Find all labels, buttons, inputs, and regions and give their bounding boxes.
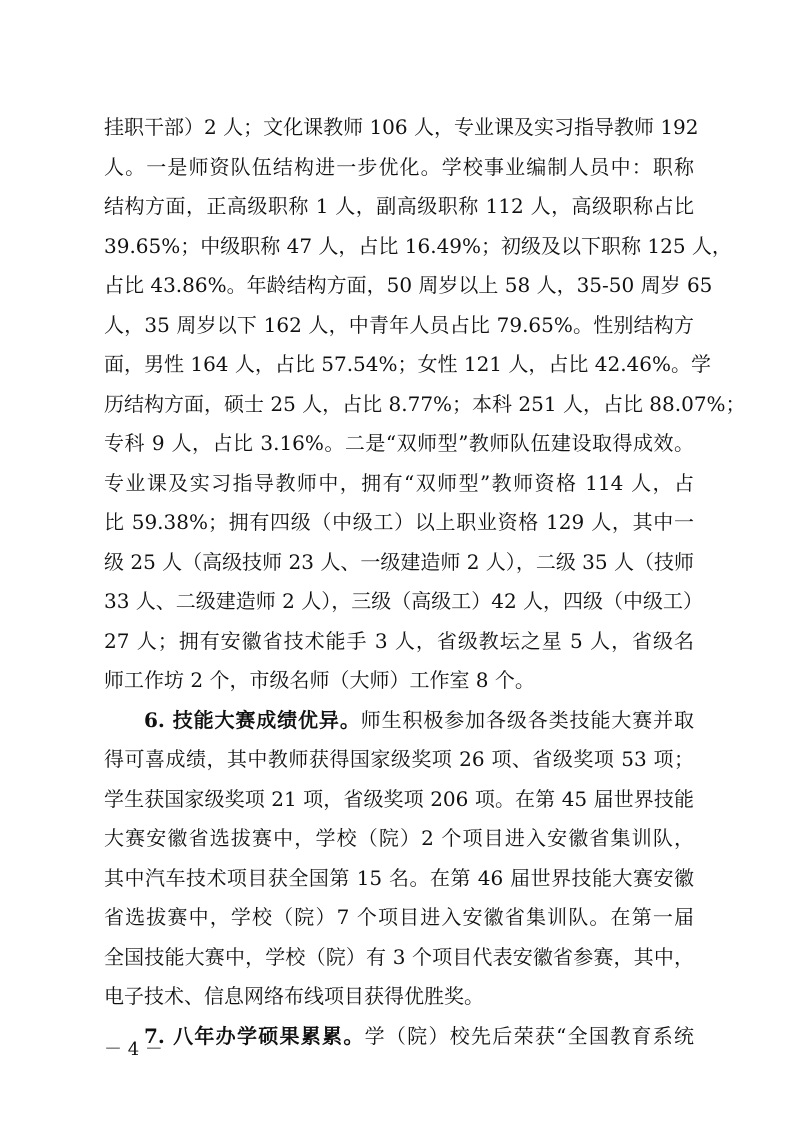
section-7-heading: 7. 八年办学硕果累累。	[144, 1023, 365, 1048]
text-line: 挂职干部）2 人；文化课教师 106 人，专业课及实习指导教师 192	[104, 115, 699, 139]
text-line: 大赛安徽省选拔赛中，学校（院）2 个项目进入安徽省集训队，	[104, 826, 694, 850]
text-line: 全国技能大赛中，学校（院）有 3 个项目代表安徽省参赛，其中，	[104, 944, 694, 969]
text-line: 人。一是师资队伍结构进一步优化。学校事业编制人员中：职称	[104, 154, 694, 179]
section-6-first-line	[104, 701, 694, 741]
text-line: 结构方面，正高级职称 1 人，副高级职称 112 人，高级职称占比	[104, 194, 694, 218]
text-line: 39.65%；中级职称 47 人，占比 16.49%；初级及以下职称 125 人，	[104, 233, 732, 258]
text-line: 学生获国家级奖项 21 项，省级奖项 206 项。在第 45 届世界技能	[104, 786, 694, 811]
text-line: 得可喜成绩，其中教师获得国家级奖项 26 项、省级奖项 53 项；	[104, 747, 694, 771]
text-line: 专科 9 人，占比 3.16%。二是“双师型”教师队伍建设取得成效。	[104, 431, 694, 455]
text-line: 历结构方面，硕士 25 人，占比 8.77%；本科 251 人，占比 88.07%；	[104, 391, 746, 416]
text-line: 27 人；拥有安徽省技术能手 3 人，省级教坛之星 5 人，省级名	[104, 628, 694, 653]
text-line: 比 59.38%；拥有四级（中级工）以上职业资格 129 人，其中一	[104, 510, 694, 534]
section-7-first-line-text: 学（院）校先后荣获“全国教育系统	[364, 1023, 695, 1048]
paragraph-teacher-structure	[104, 108, 746, 701]
text-line: 其中汽车技术项目获全国第 15 名。在第 46 届世界技能大赛安徽	[104, 865, 694, 890]
paragraph-skills-competition	[104, 701, 694, 1017]
section-7-first-line	[104, 1017, 694, 1057]
page-number: － 4 －	[104, 1039, 163, 1060]
text-line: 占比 43.86%。年龄结构方面，50 周岁以上 58 人，35-50 周岁 65	[104, 273, 713, 297]
text-line: 师工作坊 2 个，市级名师（大师）工作室 8 个。	[104, 668, 535, 692]
text-line: 面，男性 164 人，占比 57.54%；女性 121 人，占比 42.46%。学	[104, 352, 712, 376]
text-line: 人，35 周岁以下 162 人，中青年人员占比 79.65%。性别结构方	[104, 312, 694, 337]
text-line: 省选拔赛中，学校（院）7 个项目进入安徽省集训队。在第一届	[104, 905, 694, 929]
text-line: 专业课及实习指导教师中，拥有“双师型”教师资格 114 人，占	[104, 470, 694, 495]
paragraph-school-achievements	[104, 1017, 694, 1057]
section-6-first-line-text: 师生积极参加各级各类技能大赛并取	[360, 707, 695, 732]
text-line: 电子技术、信息网络布线项目获得优胜奖。	[104, 984, 484, 1008]
body-text	[104, 108, 746, 1056]
section-6-heading: 6. 技能大赛成绩优异。	[144, 707, 361, 732]
text-line: 33 人、二级建造师 2 人），三级（高级工）42 人，四级（中级工）	[104, 589, 704, 613]
text-line: 级 25 人（高级技师 23 人、一级建造师 2 人），二级 35 人（技师	[104, 549, 694, 574]
